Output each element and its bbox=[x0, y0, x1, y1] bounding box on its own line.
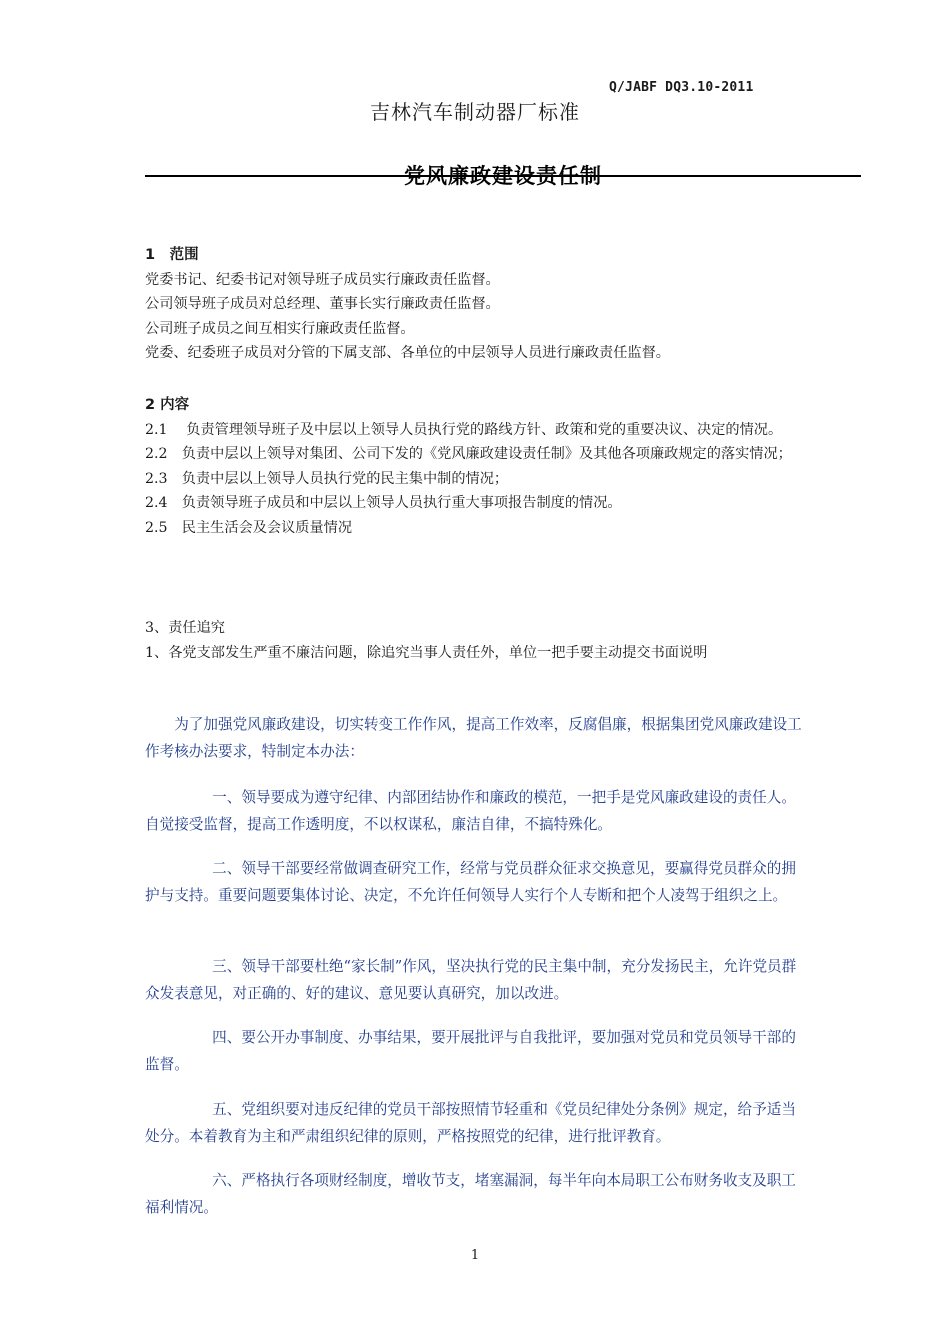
measure-item: 二、领导干部要经常做调查研究工作，经常与党员群众征求交换意见，要赢得党员群众的拥护与支持。重要问题要集体讨论、决定，不允许任何领导人实行个人专断和把个人凌驾于组织之上。 bbox=[145, 860, 796, 904]
document-number: Q/JABF DQ3.10-2011 bbox=[609, 80, 754, 95]
measure-block bbox=[145, 784, 810, 838]
measure-block bbox=[145, 1167, 810, 1221]
section-scope bbox=[145, 243, 810, 366]
content-item: 2.4 负责领导班子成员和中层以上领导人员执行重大事项报告制度的情况。 bbox=[145, 495, 622, 511]
section-accountability bbox=[145, 616, 810, 665]
document-title: 党风廉政建设责任制 bbox=[404, 164, 602, 188]
scope-line: 党委、纪委班子成员对分管的下属支部、各单位的中层领导人员进行廉政责任监督。 bbox=[145, 345, 670, 361]
measures-intro-block bbox=[145, 711, 810, 765]
content-item: 2.2 负责中层以上领导对集团、公司下发的《党风廉政建设责任制》及其他各项廉政规定的落实情况； bbox=[145, 446, 792, 462]
measure-item: 三、领导干部要杜绝“家长制”作风，坚决执行党的民主集中制，充分发扬民主，允许党员群众发表意见，对正确的、好的建议、意见要认真研究，加以改进。 bbox=[145, 958, 797, 1002]
scope-line: 公司领导班子成员对总经理、董事长实行廉政责任监督。 bbox=[145, 296, 500, 312]
measure-block bbox=[145, 855, 810, 909]
measure-item: 一、领导要成为遵守纪律、内部团结协作和廉政的模范，一把手是党风廉政建设的责任人。自觉接受监督，提高工作透明度，不以权谋私，廉洁自律，不搞特殊化。 bbox=[145, 789, 796, 833]
scope-line: 党委书记、纪委书记对领导班子成员实行廉政责任监督。 bbox=[145, 271, 500, 288]
content-item: 2.5 民主生活会及会议质量情况 bbox=[145, 519, 353, 536]
measure-block bbox=[145, 953, 810, 1007]
content-item: 2.3 负责中层以上领导人员执行党的民主集中制的情况； bbox=[145, 470, 509, 487]
measure-item: 四、要公开办事制度、办事结果，要开展批评与自我批评，要加强对党员和党员领导干部的监督。 bbox=[145, 1029, 796, 1073]
measure-block bbox=[145, 1024, 810, 1078]
section-content bbox=[145, 393, 810, 540]
scope-line: 公司班子成员之间互相实行廉政责任监督。 bbox=[145, 320, 415, 337]
measure-item: 五、党组织要对违反纪律的党员干部按照情节轻重和《党员纪律处分条例》规定，给予适当处分。本着教育为主和严肃组织纪律的原则，严格按照党的纪律，进行批评教育。 bbox=[145, 1101, 796, 1145]
page-number: 1 bbox=[470, 1248, 480, 1263]
measure-item: 六、严格执行各项财经制度，增收节支，堵塞漏洞，每半年向本局职工公布财务收支及职工福利情况。 bbox=[145, 1172, 796, 1216]
measures-intro: 为了加强党风廉政建设，切实转变工作作风，提高工作效率，反腐倡廉，根据集团党风廉政建设工作考核办法要求，特制定本办法： bbox=[145, 716, 802, 760]
title-row bbox=[145, 160, 861, 192]
section-heading: 1 范围 bbox=[145, 247, 199, 263]
content-item: 2.1 负责管理领导班子及中层以上领导人员执行党的路线方针、政策和党的重要决议、决定的情况。 bbox=[145, 421, 783, 438]
section-heading: 3、责任追究 bbox=[145, 620, 225, 636]
section-heading: 2 内容 bbox=[145, 397, 190, 413]
accountability-line: 1、各党支部发生严重不廉洁问题，除追究当事人责任外，单位一把手要主动提交书面说明 bbox=[145, 644, 708, 661]
measure-block bbox=[145, 1096, 810, 1150]
company-standard-title: 吉林汽车制动器厂标准 bbox=[370, 100, 580, 124]
